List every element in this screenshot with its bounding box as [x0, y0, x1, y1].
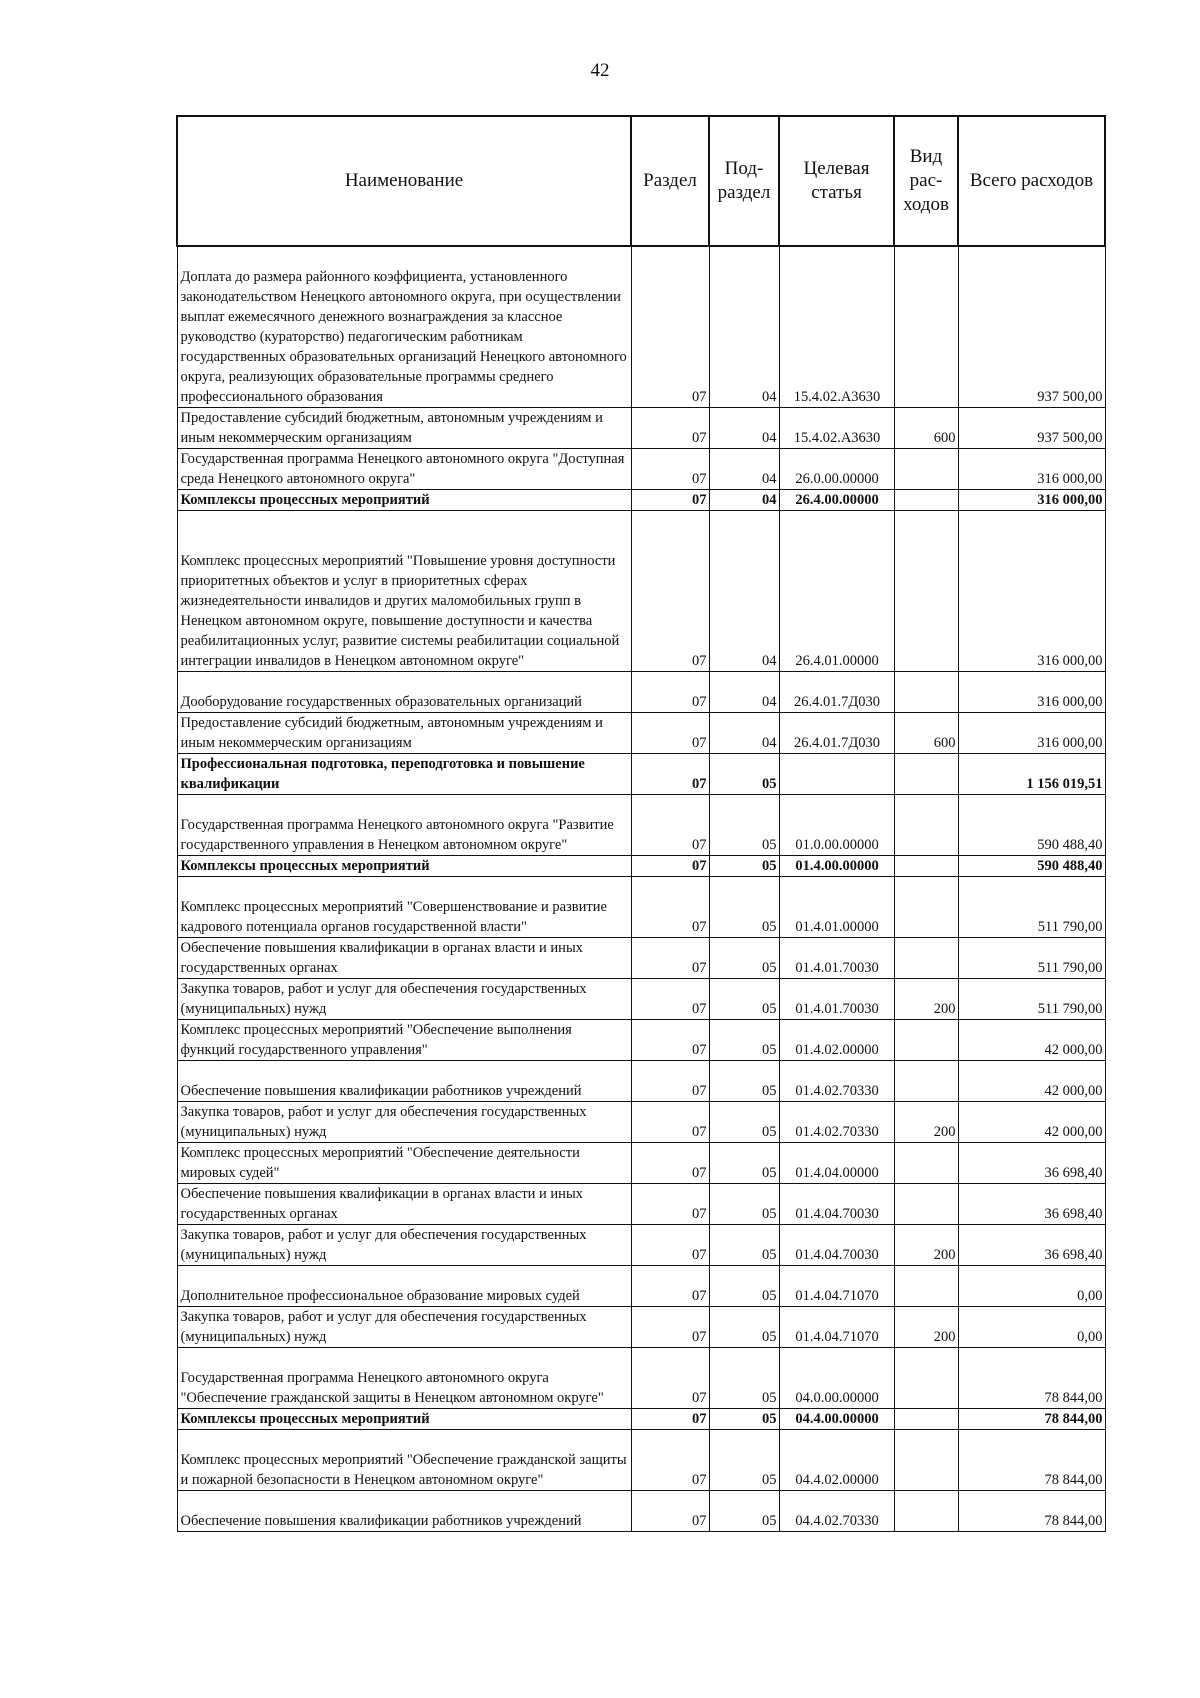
- row-section-cell: 07: [631, 1184, 709, 1225]
- row-subsection-cell: 05: [709, 1061, 779, 1102]
- row-name-cell: Комплекс процессных мероприятий "Повышение уровня доступности приоритетных объектов и услуг в приоритетных сферах жизнедеятельности инвалидов и других маломобильных групп в Ненецком автономном округе, повышение доступности и качества реабилитационных услуг, развитие системы реабилитации социальной интеграции инвалидов в Ненецком автономном округе": [177, 511, 631, 672]
- row-section-cell: 07: [631, 1409, 709, 1430]
- row-kind-cell: [894, 449, 958, 490]
- row-total-cell: 78 844,00: [958, 1348, 1105, 1409]
- row-subsection-cell: 04: [709, 490, 779, 511]
- row-target-cell: 01.4.04.00000: [779, 1143, 894, 1184]
- table-row: [177, 1430, 1105, 1491]
- row-section-cell: 07: [631, 1307, 709, 1348]
- row-target-cell: 01.4.04.70030: [779, 1225, 894, 1266]
- row-total-cell: 590 488,40: [958, 856, 1105, 877]
- row-name-cell: Закупка товаров, работ и услуг для обеспечения государственных (муниципальных) нужд: [177, 979, 631, 1020]
- header-subsection: Под- раздел: [709, 116, 779, 246]
- row-section-cell: 07: [631, 1061, 709, 1102]
- row-name-cell: Государственная программа Ненецкого автономного округа "Развитие государственного управления в Ненецком автономном округе": [177, 795, 631, 856]
- row-total-cell: 36 698,40: [958, 1184, 1105, 1225]
- row-subsection-cell: 05: [709, 1491, 779, 1532]
- table-row: [177, 1409, 1105, 1430]
- row-name-cell: Обеспечение повышения квалификации в органах власти и иных государственных органах: [177, 938, 631, 979]
- row-section-cell: 07: [631, 1143, 709, 1184]
- table-row: [177, 672, 1105, 713]
- table-row: [177, 938, 1105, 979]
- header-kind: Вид рас- ходов: [894, 116, 958, 246]
- row-name-cell: Комплекс процессных мероприятий "Обеспечение выполнения функций государственного управления": [177, 1020, 631, 1061]
- row-subsection-cell: 05: [709, 1225, 779, 1266]
- row-kind-cell: [894, 938, 958, 979]
- row-kind-cell: [894, 1430, 958, 1491]
- row-name-cell: Комплексы процессных мероприятий: [177, 490, 631, 511]
- table-row: [177, 1225, 1105, 1266]
- row-section-cell: 07: [631, 1491, 709, 1532]
- row-subsection-cell: 05: [709, 1020, 779, 1061]
- row-section-cell: 07: [631, 713, 709, 754]
- row-section-cell: 07: [631, 1430, 709, 1491]
- row-total-cell: 42 000,00: [958, 1102, 1105, 1143]
- row-kind-cell: [894, 1409, 958, 1430]
- row-target-cell: 04.0.00.00000: [779, 1348, 894, 1409]
- row-section-cell: 07: [631, 1348, 709, 1409]
- row-kind-cell: [894, 795, 958, 856]
- row-section-cell: 07: [631, 1225, 709, 1266]
- row-kind-cell: [894, 1266, 958, 1307]
- row-name-cell: Комплексы процессных мероприятий: [177, 1409, 631, 1430]
- row-subsection-cell: 05: [709, 1307, 779, 1348]
- row-name-cell: Закупка товаров, работ и услуг для обеспечения государственных (муниципальных) нужд: [177, 1102, 631, 1143]
- row-total-cell: 78 844,00: [958, 1491, 1105, 1532]
- row-total-cell: 36 698,40: [958, 1143, 1105, 1184]
- row-name-cell: Комплекс процессных мероприятий "Обеспечение деятельности мировых судей": [177, 1143, 631, 1184]
- row-name-cell: Комплексы процессных мероприятий: [177, 856, 631, 877]
- row-total-cell: 316 000,00: [958, 511, 1105, 672]
- table-row: [177, 1348, 1105, 1409]
- table-row: [177, 449, 1105, 490]
- header-target: Целевая статья: [779, 116, 894, 246]
- row-subsection-cell: 05: [709, 856, 779, 877]
- row-total-cell: 511 790,00: [958, 877, 1105, 938]
- header-name: Наименование: [177, 116, 631, 246]
- row-target-cell: 01.4.02.00000: [779, 1020, 894, 1061]
- table-row: [177, 1307, 1105, 1348]
- row-kind-cell: 600: [894, 408, 958, 449]
- table-row: [177, 979, 1105, 1020]
- header-total: Всего расходов: [958, 116, 1105, 246]
- table-row: [177, 1143, 1105, 1184]
- row-target-cell: 01.4.04.71070: [779, 1266, 894, 1307]
- row-section-cell: 07: [631, 1102, 709, 1143]
- row-target-cell: 15.4.02.А3630: [779, 408, 894, 449]
- row-subsection-cell: 05: [709, 795, 779, 856]
- row-total-cell: 511 790,00: [958, 979, 1105, 1020]
- row-target-cell: 01.4.04.70030: [779, 1184, 894, 1225]
- row-section-cell: 07: [631, 246, 709, 408]
- row-kind-cell: [894, 877, 958, 938]
- row-kind-cell: [894, 1020, 958, 1061]
- row-subsection-cell: 05: [709, 1184, 779, 1225]
- row-kind-cell: 200: [894, 1102, 958, 1143]
- row-target-cell: 01.4.00.00000: [779, 856, 894, 877]
- row-kind-cell: [894, 1491, 958, 1532]
- row-target-cell: 26.4.01.7Д030: [779, 672, 894, 713]
- row-total-cell: 42 000,00: [958, 1061, 1105, 1102]
- table-row: [177, 877, 1105, 938]
- row-target-cell: 26.0.00.00000: [779, 449, 894, 490]
- row-kind-cell: [894, 1184, 958, 1225]
- row-name-cell: Комплекс процессных мероприятий "Совершенствование и развитие кадрового потенциала органов государственной власти": [177, 877, 631, 938]
- table-row: [177, 1020, 1105, 1061]
- row-subsection-cell: 05: [709, 1409, 779, 1430]
- row-target-cell: 01.4.04.71070: [779, 1307, 894, 1348]
- row-target-cell: 01.4.01.70030: [779, 938, 894, 979]
- row-total-cell: 78 844,00: [958, 1409, 1105, 1430]
- row-subsection-cell: 04: [709, 408, 779, 449]
- row-section-cell: 07: [631, 856, 709, 877]
- row-name-cell: Профессиональная подготовка, переподготовка и повышение квалификации: [177, 754, 631, 795]
- row-section-cell: 07: [631, 490, 709, 511]
- row-target-cell: 01.0.00.00000: [779, 795, 894, 856]
- table-row: [177, 246, 1105, 408]
- table-row: [177, 490, 1105, 511]
- table-row: [177, 408, 1105, 449]
- row-total-cell: 316 000,00: [958, 672, 1105, 713]
- row-subsection-cell: 04: [709, 672, 779, 713]
- row-total-cell: 0,00: [958, 1307, 1105, 1348]
- table-row: [177, 754, 1105, 795]
- row-name-cell: Государственная программа Ненецкого автономного округа "Доступная среда Ненецкого автономного округа": [177, 449, 631, 490]
- row-section-cell: 07: [631, 754, 709, 795]
- row-total-cell: 78 844,00: [958, 1430, 1105, 1491]
- row-kind-cell: 200: [894, 1307, 958, 1348]
- row-section-cell: 07: [631, 979, 709, 1020]
- header-section: Раздел: [631, 116, 709, 246]
- row-total-cell: 1 156 019,51: [958, 754, 1105, 795]
- row-target-cell: 04.4.02.00000: [779, 1430, 894, 1491]
- table-row: [177, 795, 1105, 856]
- row-target-cell: 01.4.02.70330: [779, 1061, 894, 1102]
- row-kind-cell: [894, 1348, 958, 1409]
- table-row: [177, 1102, 1105, 1143]
- row-target-cell: 26.4.01.00000: [779, 511, 894, 672]
- row-name-cell: Государственная программа Ненецкого автономного округа "Обеспечение гражданской защиты в Ненецком автономном округе": [177, 1348, 631, 1409]
- row-total-cell: 937 500,00: [958, 246, 1105, 408]
- row-kind-cell: [894, 1143, 958, 1184]
- row-subsection-cell: 04: [709, 511, 779, 672]
- row-subsection-cell: 05: [709, 1348, 779, 1409]
- row-section-cell: 07: [631, 449, 709, 490]
- row-kind-cell: [894, 246, 958, 408]
- row-subsection-cell: 05: [709, 754, 779, 795]
- row-name-cell: Комплекс процессных мероприятий "Обеспечение гражданской защиты и пожарной безопасности в Ненецком автономном округе": [177, 1430, 631, 1491]
- row-kind-cell: 600: [894, 713, 958, 754]
- row-name-cell: Доплата до размера районного коэффициента, установленного законодательством Ненецкого автономного округа, при осуществлении выплат ежемесячного денежного вознаграждения за классное руководство (кураторство) педагогическим работникам государственных образовательных организаций Ненецкого автономного округа, реализующих образовательные программы среднего профессионального образования: [177, 246, 631, 408]
- table-row: [177, 713, 1105, 754]
- row-target-cell: 01.4.02.70330: [779, 1102, 894, 1143]
- row-kind-cell: [894, 672, 958, 713]
- row-target-cell: 15.4.02.А3630: [779, 246, 894, 408]
- row-target-cell: 01.4.01.00000: [779, 877, 894, 938]
- row-name-cell: Дополнительное профессиональное образование мировых судей: [177, 1266, 631, 1307]
- row-subsection-cell: 04: [709, 246, 779, 408]
- row-subsection-cell: 05: [709, 1430, 779, 1491]
- row-subsection-cell: 05: [709, 979, 779, 1020]
- row-target-cell: 26.4.00.00000: [779, 490, 894, 511]
- table-row: [177, 1491, 1105, 1532]
- row-kind-cell: [894, 490, 958, 511]
- row-total-cell: 316 000,00: [958, 713, 1105, 754]
- row-kind-cell: 200: [894, 1225, 958, 1266]
- row-section-cell: 07: [631, 511, 709, 672]
- row-kind-cell: [894, 1061, 958, 1102]
- row-kind-cell: [894, 511, 958, 672]
- row-total-cell: 937 500,00: [958, 408, 1105, 449]
- row-section-cell: 07: [631, 877, 709, 938]
- row-kind-cell: 200: [894, 979, 958, 1020]
- row-target-cell: 04.4.02.70330: [779, 1491, 894, 1532]
- row-subsection-cell: 04: [709, 713, 779, 754]
- table-row: [177, 511, 1105, 672]
- row-section-cell: 07: [631, 1266, 709, 1307]
- row-kind-cell: [894, 754, 958, 795]
- row-total-cell: 36 698,40: [958, 1225, 1105, 1266]
- budget-table: [176, 115, 1106, 1532]
- table-row: [177, 856, 1105, 877]
- row-total-cell: 511 790,00: [958, 938, 1105, 979]
- row-target-cell: 01.4.01.70030: [779, 979, 894, 1020]
- row-target-cell: 26.4.01.7Д030: [779, 713, 894, 754]
- row-name-cell: Обеспечение повышения квалификации в органах власти и иных государственных органах: [177, 1184, 631, 1225]
- row-subsection-cell: 05: [709, 1102, 779, 1143]
- row-subsection-cell: 04: [709, 449, 779, 490]
- page-number: 42: [590, 60, 610, 81]
- row-total-cell: 316 000,00: [958, 490, 1105, 511]
- row-target-cell: [779, 754, 894, 795]
- row-section-cell: 07: [631, 938, 709, 979]
- row-subsection-cell: 05: [709, 938, 779, 979]
- table-row: [177, 1184, 1105, 1225]
- table-row: [177, 1266, 1105, 1307]
- row-name-cell: Предоставление субсидий бюджетным, автономным учреждениям и иным некоммерческим организациям: [177, 713, 631, 754]
- table-row: [177, 1061, 1105, 1102]
- row-name-cell: Обеспечение повышения квалификации работников учреждений: [177, 1491, 631, 1532]
- row-total-cell: 0,00: [958, 1266, 1105, 1307]
- row-name-cell: Обеспечение повышения квалификации работников учреждений: [177, 1061, 631, 1102]
- row-subsection-cell: 05: [709, 877, 779, 938]
- row-total-cell: 42 000,00: [958, 1020, 1105, 1061]
- row-subsection-cell: 05: [709, 1143, 779, 1184]
- row-name-cell: Закупка товаров, работ и услуг для обеспечения государственных (муниципальных) нужд: [177, 1225, 631, 1266]
- row-target-cell: 04.4.00.00000: [779, 1409, 894, 1430]
- row-total-cell: 316 000,00: [958, 449, 1105, 490]
- row-name-cell: Дооборудование государственных образовательных организаций: [177, 672, 631, 713]
- row-section-cell: 07: [631, 408, 709, 449]
- row-total-cell: 590 488,40: [958, 795, 1105, 856]
- row-section-cell: 07: [631, 672, 709, 713]
- row-subsection-cell: 05: [709, 1266, 779, 1307]
- row-name-cell: Закупка товаров, работ и услуг для обеспечения государственных (муниципальных) нужд: [177, 1307, 631, 1348]
- table-header-row: [177, 116, 1105, 246]
- row-section-cell: 07: [631, 1020, 709, 1061]
- row-kind-cell: [894, 856, 958, 877]
- row-name-cell: Предоставление субсидий бюджетным, автономным учреждениям и иным некоммерческим организациям: [177, 408, 631, 449]
- row-section-cell: 07: [631, 795, 709, 856]
